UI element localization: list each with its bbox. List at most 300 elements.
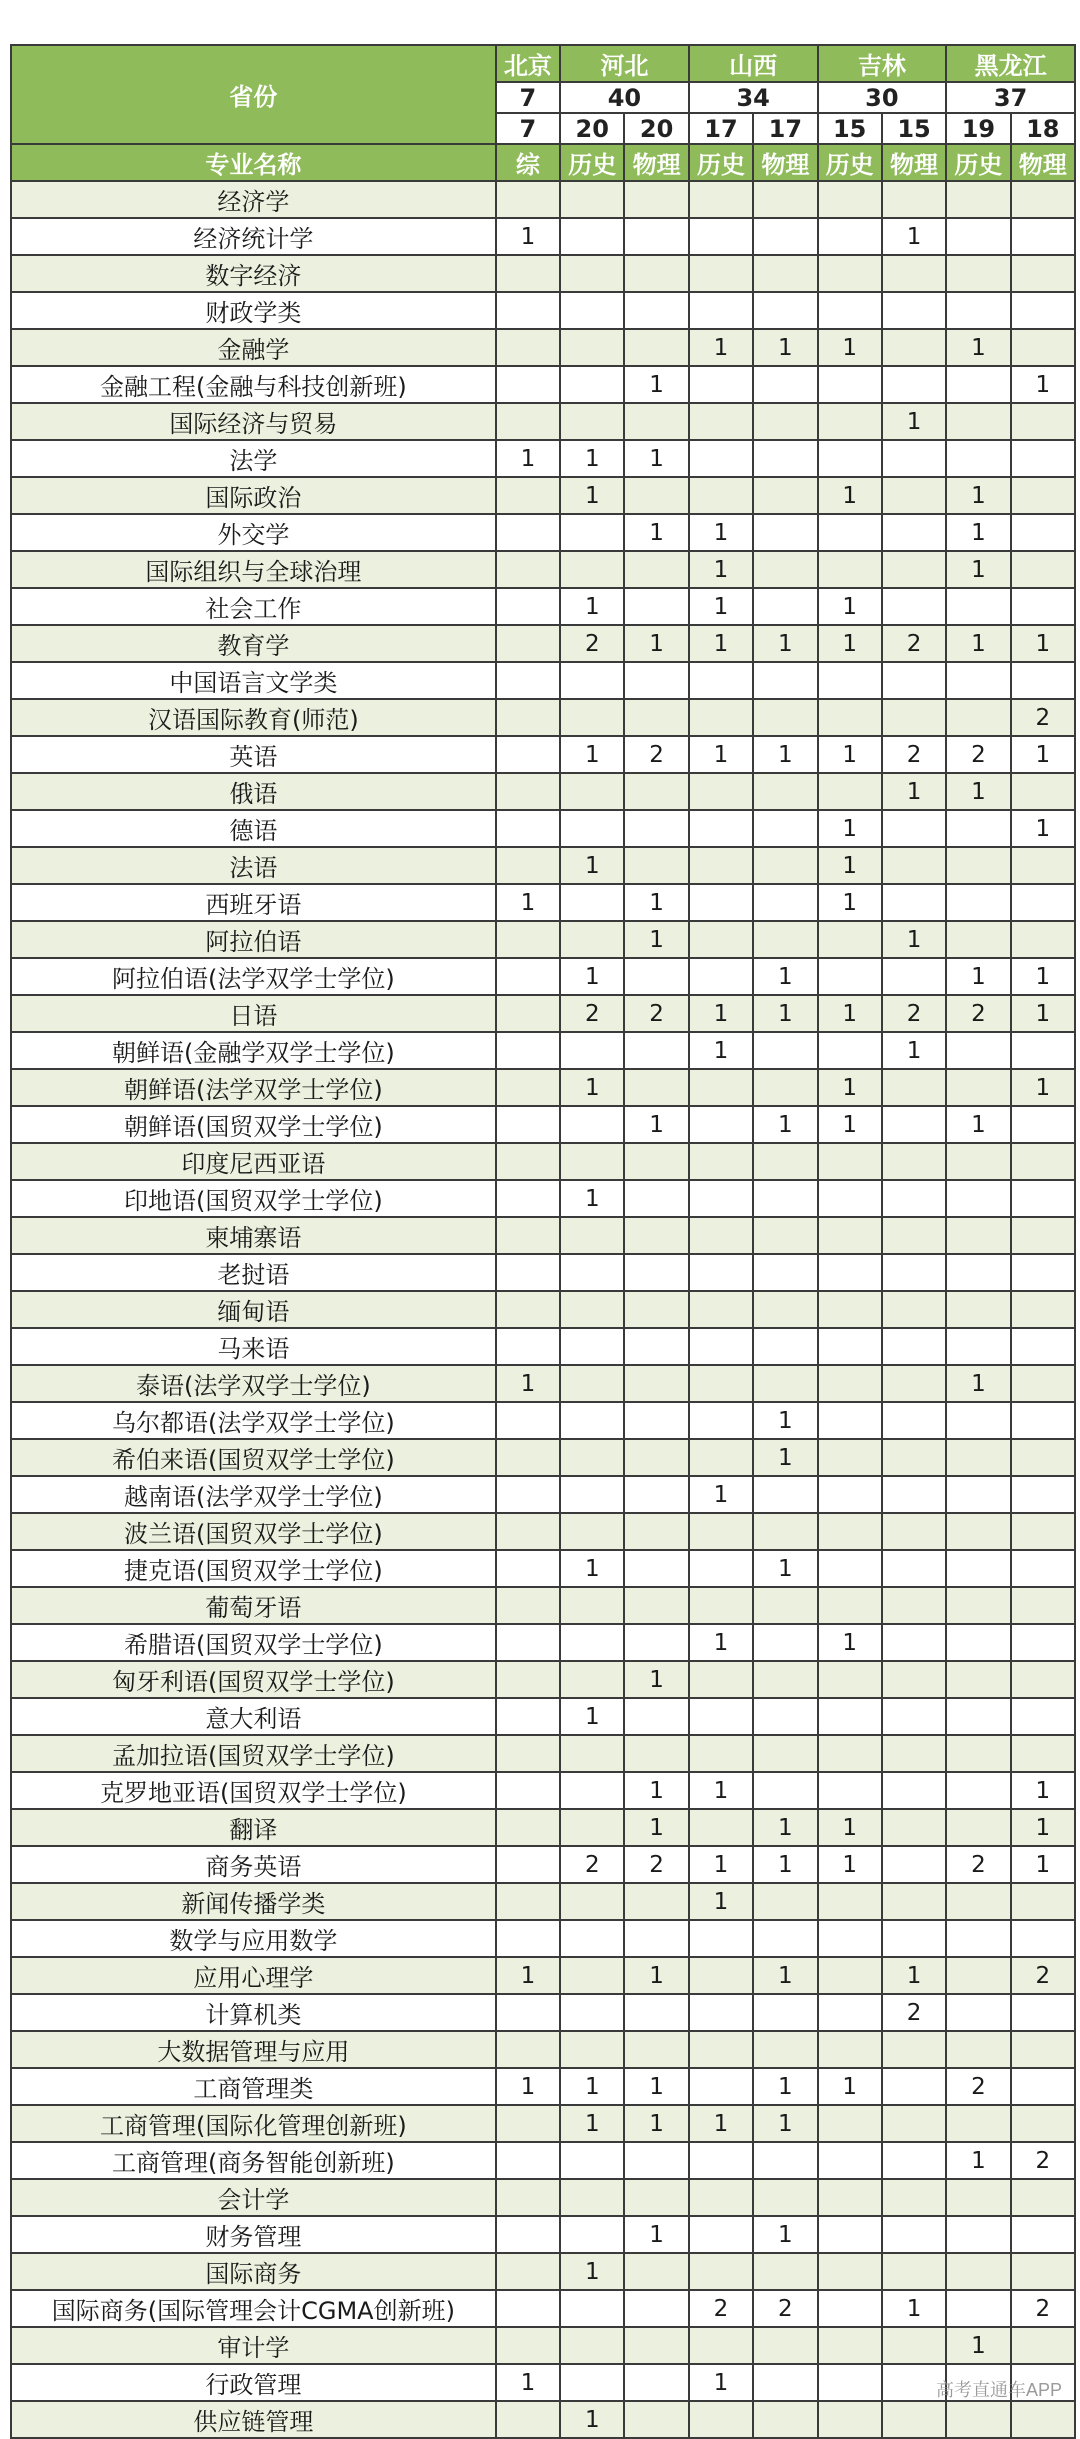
quota-cell: 1 bbox=[753, 1402, 817, 1439]
quota-cell bbox=[946, 1809, 1010, 1846]
quota-cell bbox=[1011, 1439, 1075, 1476]
major-name-cell: 金融学 bbox=[11, 329, 496, 366]
quota-cell: 1 bbox=[624, 1809, 688, 1846]
quota-cell bbox=[1011, 1476, 1075, 1513]
quota-cell bbox=[946, 699, 1010, 736]
quota-cell bbox=[624, 958, 688, 995]
quota-cell: 1 bbox=[946, 1106, 1010, 1143]
quota-cell: 1 bbox=[560, 2105, 624, 2142]
quota-cell bbox=[560, 329, 624, 366]
quota-cell bbox=[882, 1846, 946, 1883]
quota-cell: 2 bbox=[753, 2290, 817, 2327]
table-row bbox=[11, 995, 1075, 1032]
quota-cell bbox=[946, 2031, 1010, 2068]
major-name-cell: 翻译 bbox=[11, 1809, 496, 1846]
quota-cell bbox=[1011, 1217, 1075, 1254]
quota-cell: 1 bbox=[818, 1809, 882, 1846]
quota-cell bbox=[560, 1587, 624, 1624]
quota-cell bbox=[496, 1439, 560, 1476]
table-row bbox=[11, 588, 1075, 625]
quota-cell: 1 bbox=[946, 329, 1010, 366]
quota-cell bbox=[946, 1217, 1010, 1254]
quota-cell bbox=[624, 1883, 688, 1920]
quota-cell bbox=[882, 1476, 946, 1513]
quota-cell bbox=[946, 1698, 1010, 1735]
quota-cell bbox=[624, 255, 688, 292]
quota-cell bbox=[946, 1032, 1010, 1069]
quota-cell bbox=[1011, 1698, 1075, 1735]
table-row bbox=[11, 1513, 1075, 1550]
province-name: 黑龙江 bbox=[946, 45, 1075, 82]
quota-cell bbox=[689, 403, 753, 440]
quota-cell bbox=[689, 2179, 753, 2216]
quota-cell bbox=[753, 514, 817, 551]
major-name-cell: 审计学 bbox=[11, 2327, 496, 2364]
subject-total: 20 bbox=[560, 113, 624, 144]
quota-cell: 1 bbox=[753, 1809, 817, 1846]
quota-cell bbox=[689, 662, 753, 699]
subject-name: 物理 bbox=[882, 144, 946, 181]
quota-cell bbox=[882, 2179, 946, 2216]
quota-cell bbox=[1011, 2105, 1075, 2142]
quota-cell bbox=[818, 1513, 882, 1550]
quota-cell bbox=[624, 847, 688, 884]
quota-cell bbox=[624, 1735, 688, 1772]
table-row bbox=[11, 1254, 1075, 1291]
major-name-cell: 数学与应用数学 bbox=[11, 1920, 496, 1957]
quota-cell bbox=[882, 2105, 946, 2142]
quota-cell bbox=[753, 1069, 817, 1106]
quota-cell: 1 bbox=[624, 921, 688, 958]
quota-cell: 2 bbox=[882, 1994, 946, 2031]
table-row bbox=[11, 403, 1075, 440]
quota-cell bbox=[624, 1254, 688, 1291]
quota-cell: 1 bbox=[753, 625, 817, 662]
quota-cell bbox=[689, 218, 753, 255]
quota-cell bbox=[624, 1217, 688, 1254]
quota-cell bbox=[753, 366, 817, 403]
quota-cell bbox=[753, 1772, 817, 1809]
province-name: 北京 bbox=[496, 45, 560, 82]
quota-cell bbox=[560, 366, 624, 403]
quota-cell bbox=[496, 1143, 560, 1180]
quota-cell bbox=[689, 440, 753, 477]
quota-cell: 1 bbox=[818, 847, 882, 884]
major-name-cell: 缅甸语 bbox=[11, 1291, 496, 1328]
table-row bbox=[11, 1661, 1075, 1698]
quota-cell bbox=[560, 1883, 624, 1920]
quota-cell bbox=[818, 1032, 882, 1069]
quota-cell bbox=[496, 1846, 560, 1883]
quota-cell bbox=[496, 1735, 560, 1772]
quota-cell: 1 bbox=[624, 1772, 688, 1809]
quota-cell bbox=[882, 440, 946, 477]
quota-cell bbox=[496, 1809, 560, 1846]
quota-cell bbox=[689, 1365, 753, 1402]
subject-total: 18 bbox=[1011, 113, 1075, 144]
table-row bbox=[11, 1476, 1075, 1513]
major-name-cell: 泰语(法学双学士学位) bbox=[11, 1365, 496, 1402]
quota-cell bbox=[560, 810, 624, 847]
quota-cell bbox=[946, 2216, 1010, 2253]
table-row bbox=[11, 329, 1075, 366]
quota-cell: 1 bbox=[946, 477, 1010, 514]
province-name: 吉林 bbox=[818, 45, 947, 82]
province-total: 7 bbox=[496, 82, 560, 113]
quota-cell bbox=[1011, 181, 1075, 218]
quota-cell bbox=[560, 1809, 624, 1846]
quota-cell: 1 bbox=[818, 884, 882, 921]
quota-cell bbox=[946, 2179, 1010, 2216]
quota-cell: 2 bbox=[624, 1846, 688, 1883]
quota-cell bbox=[1011, 1994, 1075, 2031]
quota-cell bbox=[689, 1328, 753, 1365]
quota-cell: 2 bbox=[1011, 2142, 1075, 2179]
quota-cell bbox=[689, 255, 753, 292]
quota-cell: 1 bbox=[818, 588, 882, 625]
major-name-cell: 希腊语(国贸双学士学位) bbox=[11, 1624, 496, 1661]
quota-cell bbox=[818, 181, 882, 218]
quota-cell bbox=[818, 1254, 882, 1291]
quota-cell bbox=[882, 2068, 946, 2105]
quota-cell bbox=[496, 1254, 560, 1291]
subject-total: 19 bbox=[946, 113, 1010, 144]
quota-cell bbox=[882, 1883, 946, 1920]
quota-cell bbox=[624, 1587, 688, 1624]
quota-cell bbox=[946, 1439, 1010, 1476]
quota-cell: 1 bbox=[560, 1069, 624, 1106]
quota-cell bbox=[1011, 2179, 1075, 2216]
table-row bbox=[11, 1217, 1075, 1254]
quota-cell bbox=[946, 1994, 1010, 2031]
quota-cell bbox=[624, 2290, 688, 2327]
quota-cell bbox=[882, 1698, 946, 1735]
quota-cell bbox=[624, 2364, 688, 2401]
quota-cell bbox=[496, 699, 560, 736]
major-name-cell: 国际经济与贸易 bbox=[11, 403, 496, 440]
quota-cell: 1 bbox=[624, 2216, 688, 2253]
quota-cell bbox=[753, 699, 817, 736]
quota-cell: 1 bbox=[753, 995, 817, 1032]
quota-cell bbox=[496, 1402, 560, 1439]
quota-cell bbox=[496, 588, 560, 625]
quota-cell: 2 bbox=[946, 1846, 1010, 1883]
enrollment-table-container bbox=[10, 44, 1076, 2439]
quota-cell bbox=[882, 1809, 946, 1846]
quota-cell bbox=[689, 2253, 753, 2290]
subject-name: 历史 bbox=[946, 144, 1010, 181]
quota-cell bbox=[496, 2179, 560, 2216]
quota-cell bbox=[689, 1106, 753, 1143]
quota-cell bbox=[818, 366, 882, 403]
quota-cell bbox=[689, 181, 753, 218]
quota-cell: 1 bbox=[946, 551, 1010, 588]
quota-cell: 1 bbox=[818, 995, 882, 1032]
quota-cell bbox=[560, 1328, 624, 1365]
quota-cell bbox=[753, 181, 817, 218]
quota-cell bbox=[1011, 514, 1075, 551]
table-row bbox=[11, 2290, 1075, 2327]
quota-cell bbox=[753, 477, 817, 514]
table-row bbox=[11, 2179, 1075, 2216]
quota-cell bbox=[689, 1957, 753, 1994]
quota-cell bbox=[882, 514, 946, 551]
quota-cell: 1 bbox=[689, 329, 753, 366]
quota-cell bbox=[818, 1180, 882, 1217]
major-name-cell: 汉语国际教育(师范) bbox=[11, 699, 496, 736]
quota-cell bbox=[496, 2142, 560, 2179]
quota-cell: 1 bbox=[496, 440, 560, 477]
quota-cell bbox=[624, 1513, 688, 1550]
quota-cell bbox=[818, 2216, 882, 2253]
quota-cell bbox=[882, 1661, 946, 1698]
quota-cell bbox=[946, 2290, 1010, 2327]
subject-total: 17 bbox=[753, 113, 817, 144]
quota-cell: 2 bbox=[946, 736, 1010, 773]
quota-cell: 1 bbox=[624, 1957, 688, 1994]
table-row bbox=[11, 1365, 1075, 1402]
quota-cell bbox=[818, 958, 882, 995]
quota-cell bbox=[818, 1994, 882, 2031]
table-row bbox=[11, 2216, 1075, 2253]
quota-cell bbox=[560, 662, 624, 699]
quota-cell bbox=[753, 2142, 817, 2179]
header-row-provinces bbox=[11, 45, 1075, 82]
quota-cell: 1 bbox=[753, 329, 817, 366]
quota-cell: 1 bbox=[689, 625, 753, 662]
province-label: 省份 bbox=[11, 45, 496, 144]
quota-cell bbox=[1011, 1328, 1075, 1365]
quota-cell bbox=[818, 2364, 882, 2401]
major-name-cell: 计算机类 bbox=[11, 1994, 496, 2031]
quota-cell: 1 bbox=[818, 1846, 882, 1883]
quota-cell bbox=[818, 292, 882, 329]
quota-cell bbox=[818, 2031, 882, 2068]
major-name-cell: 乌尔都语(法学双学士学位) bbox=[11, 1402, 496, 1439]
table-row bbox=[11, 1106, 1075, 1143]
quota-cell bbox=[624, 1550, 688, 1587]
quota-cell bbox=[496, 662, 560, 699]
quota-cell bbox=[496, 1550, 560, 1587]
major-name-cell: 希伯来语(国贸双学士学位) bbox=[11, 1439, 496, 1476]
major-name-cell: 财政学类 bbox=[11, 292, 496, 329]
quota-cell bbox=[689, 477, 753, 514]
quota-cell bbox=[818, 514, 882, 551]
quota-cell bbox=[1011, 884, 1075, 921]
quota-cell bbox=[882, 292, 946, 329]
table-row bbox=[11, 1402, 1075, 1439]
table-row bbox=[11, 2253, 1075, 2290]
quota-cell bbox=[818, 1291, 882, 1328]
quota-cell bbox=[946, 810, 1010, 847]
table-row bbox=[11, 1957, 1075, 1994]
quota-cell bbox=[882, 1143, 946, 1180]
quota-cell bbox=[946, 1624, 1010, 1661]
quota-cell bbox=[882, 329, 946, 366]
quota-cell: 1 bbox=[689, 588, 753, 625]
quota-cell bbox=[946, 2105, 1010, 2142]
quota-cell bbox=[624, 292, 688, 329]
major-label: 专业名称 bbox=[11, 144, 496, 181]
quota-cell bbox=[882, 1439, 946, 1476]
quota-cell bbox=[1011, 440, 1075, 477]
quota-cell: 1 bbox=[560, 588, 624, 625]
quota-cell bbox=[560, 181, 624, 218]
quota-cell bbox=[624, 403, 688, 440]
quota-cell: 1 bbox=[946, 1365, 1010, 1402]
quota-cell: 1 bbox=[560, 1180, 624, 1217]
major-name-cell: 财务管理 bbox=[11, 2216, 496, 2253]
quota-cell: 1 bbox=[946, 625, 1010, 662]
quota-cell: 1 bbox=[1011, 995, 1075, 1032]
quota-cell bbox=[689, 2216, 753, 2253]
quota-cell bbox=[496, 2253, 560, 2290]
quota-cell bbox=[946, 1402, 1010, 1439]
quota-cell bbox=[624, 1402, 688, 1439]
quota-cell bbox=[882, 366, 946, 403]
quota-cell: 1 bbox=[882, 1957, 946, 1994]
quota-cell bbox=[946, 847, 1010, 884]
quota-cell bbox=[882, 1402, 946, 1439]
quota-cell: 1 bbox=[560, 958, 624, 995]
quota-cell bbox=[624, 1994, 688, 2031]
quota-cell bbox=[946, 1772, 1010, 1809]
quota-cell bbox=[753, 773, 817, 810]
quota-cell bbox=[1011, 403, 1075, 440]
quota-cell bbox=[946, 1661, 1010, 1698]
quota-cell: 1 bbox=[1011, 1069, 1075, 1106]
quota-cell bbox=[946, 2253, 1010, 2290]
quota-cell: 1 bbox=[560, 2401, 624, 2438]
quota-cell bbox=[882, 1069, 946, 1106]
quota-cell bbox=[496, 773, 560, 810]
quota-cell bbox=[1011, 2327, 1075, 2364]
quota-cell bbox=[560, 1032, 624, 1069]
quota-cell bbox=[560, 1994, 624, 2031]
province-total: 37 bbox=[946, 82, 1075, 113]
quota-cell bbox=[946, 1513, 1010, 1550]
quota-cell bbox=[946, 1291, 1010, 1328]
quota-cell bbox=[946, 1069, 1010, 1106]
quota-cell bbox=[818, 255, 882, 292]
quota-cell bbox=[624, 477, 688, 514]
quota-cell bbox=[946, 1143, 1010, 1180]
quota-cell bbox=[1011, 921, 1075, 958]
quota-cell bbox=[496, 366, 560, 403]
quota-cell bbox=[818, 1920, 882, 1957]
major-name-cell: 工商管理(国际化管理创新班) bbox=[11, 2105, 496, 2142]
quota-cell bbox=[1011, 1032, 1075, 1069]
quota-cell bbox=[753, 1254, 817, 1291]
quota-cell bbox=[1011, 1550, 1075, 1587]
major-name-cell: 经济学 bbox=[11, 181, 496, 218]
quota-cell bbox=[624, 329, 688, 366]
quota-cell bbox=[753, 218, 817, 255]
major-name-cell: 中国语言文学类 bbox=[11, 662, 496, 699]
subject-name: 物理 bbox=[624, 144, 688, 181]
quota-cell bbox=[818, 1883, 882, 1920]
quota-cell: 1 bbox=[753, 958, 817, 995]
major-name-cell: 工商管理(商务智能创新班) bbox=[11, 2142, 496, 2179]
quota-cell: 1 bbox=[689, 1772, 753, 1809]
quota-cell bbox=[753, 1217, 817, 1254]
quota-cell: 1 bbox=[689, 1476, 753, 1513]
quota-cell bbox=[560, 1920, 624, 1957]
quota-cell bbox=[753, 1143, 817, 1180]
major-name-cell: 社会工作 bbox=[11, 588, 496, 625]
quota-cell bbox=[560, 2179, 624, 2216]
quota-cell bbox=[624, 588, 688, 625]
quota-cell: 2 bbox=[560, 995, 624, 1032]
quota-cell bbox=[946, 1883, 1010, 1920]
quota-cell bbox=[496, 2327, 560, 2364]
quota-cell bbox=[624, 1291, 688, 1328]
major-name-cell: 俄语 bbox=[11, 773, 496, 810]
major-name-cell: 印度尼西亚语 bbox=[11, 1143, 496, 1180]
quota-cell bbox=[496, 1328, 560, 1365]
quota-cell bbox=[689, 810, 753, 847]
quota-cell: 1 bbox=[624, 1106, 688, 1143]
quota-cell: 1 bbox=[818, 625, 882, 662]
quota-cell: 2 bbox=[946, 995, 1010, 1032]
quota-cell bbox=[624, 1624, 688, 1661]
major-name-cell: 会计学 bbox=[11, 2179, 496, 2216]
table-row bbox=[11, 1032, 1075, 1069]
quota-cell bbox=[496, 1661, 560, 1698]
quota-cell bbox=[496, 958, 560, 995]
quota-cell bbox=[946, 884, 1010, 921]
quota-cell: 1 bbox=[818, 810, 882, 847]
quota-cell: 1 bbox=[560, 847, 624, 884]
major-name-cell: 朝鲜语(金融学双学士学位) bbox=[11, 1032, 496, 1069]
quota-cell bbox=[818, 1957, 882, 1994]
quota-cell: 1 bbox=[946, 514, 1010, 551]
quota-cell bbox=[818, 218, 882, 255]
subject-name: 物理 bbox=[1011, 144, 1075, 181]
major-name-cell: 国际商务 bbox=[11, 2253, 496, 2290]
quota-cell: 2 bbox=[560, 1846, 624, 1883]
quota-cell: 1 bbox=[624, 2105, 688, 2142]
quota-cell: 1 bbox=[882, 921, 946, 958]
quota-cell bbox=[882, 2031, 946, 2068]
quota-cell bbox=[882, 2142, 946, 2179]
quota-cell bbox=[689, 366, 753, 403]
major-name-cell: 德语 bbox=[11, 810, 496, 847]
quota-cell bbox=[624, 810, 688, 847]
province-name: 河北 bbox=[560, 45, 689, 82]
quota-cell bbox=[496, 1180, 560, 1217]
major-name-cell: 供应链管理 bbox=[11, 2401, 496, 2438]
quota-cell bbox=[753, 1032, 817, 1069]
quota-cell bbox=[624, 1180, 688, 1217]
table-row bbox=[11, 1994, 1075, 2031]
quota-cell bbox=[560, 1735, 624, 1772]
quota-cell bbox=[560, 1365, 624, 1402]
quota-cell: 1 bbox=[496, 218, 560, 255]
quota-cell bbox=[882, 1217, 946, 1254]
quota-cell: 1 bbox=[689, 995, 753, 1032]
quota-cell bbox=[753, 1291, 817, 1328]
quota-cell bbox=[560, 2364, 624, 2401]
quota-cell bbox=[496, 1513, 560, 1550]
quota-cell bbox=[818, 1550, 882, 1587]
quota-cell: 1 bbox=[560, 2253, 624, 2290]
quota-cell: 1 bbox=[624, 440, 688, 477]
quota-cell bbox=[624, 1328, 688, 1365]
quota-cell bbox=[818, 699, 882, 736]
major-name-cell: 国际组织与全球治理 bbox=[11, 551, 496, 588]
province-name: 山西 bbox=[689, 45, 818, 82]
